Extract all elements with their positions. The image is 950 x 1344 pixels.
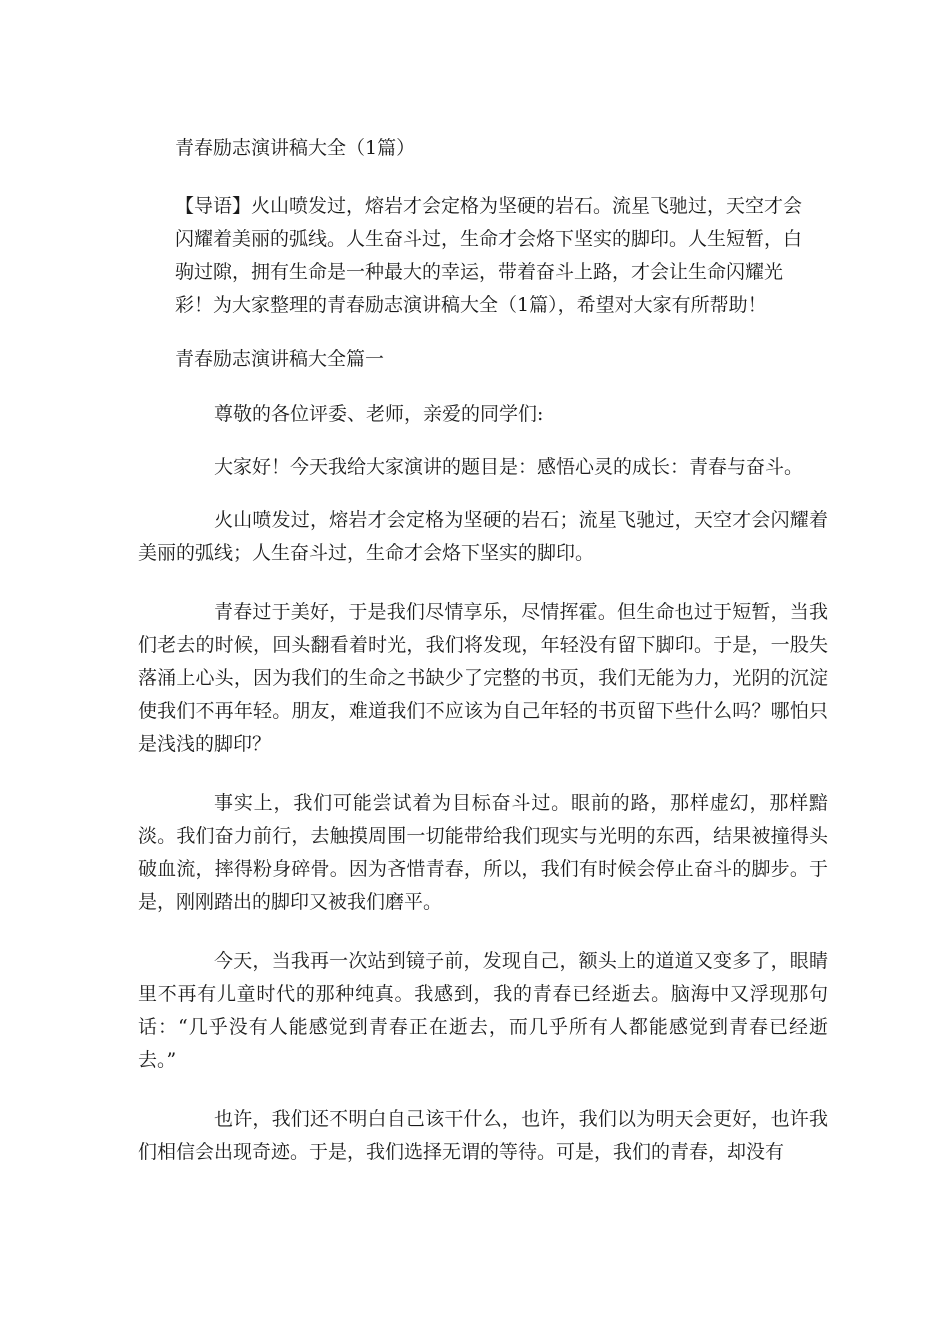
body-paragraph: 火山喷发过，熔岩才会定格为坚硬的岩石；流星飞驰过，天空才会闪耀着美丽的弧线；人生奋斗过，生命才会烙下坚实的脚印。 (138, 509, 828, 564)
document-title: 青春励志演讲稿大全（1篇） (175, 137, 416, 159)
body-paragraph: 事实上，我们可能尝试着为目标奋斗过。眼前的路，那样虚幻，那样黯淡。我们奋力前行，去触摸周围一切能带给我们现实与光明的东西，结果被撞得头破血流，摔得粉身碎骨。因为吝惜青春，所以，我们有时候会停止奋斗的脚步。于是，刚刚踏出的脚印又被我们磨平。 (138, 792, 828, 913)
salutation-paragraph: 尊敬的各位评委、老师，亲爱的同学们: (214, 403, 544, 425)
body-paragraph: 今天，当我再一次站到镜子前，发现自己，额头上的道道又变多了，眼睛里不再有儿童时代的那种纯真。我感到，我的青春已经逝去。脑海中又浮现那句话：“几乎没有人能感觉到青春正在逝去，而几乎所有人都能感觉到青春已经逝去。” (138, 950, 828, 1071)
body-paragraph: 青春过于美好，于是我们尽情享乐，尽情挥霍。但生命也过于短暂，当我们老去的时候，回头翻看着时光，我们将发现，年轻没有留下脚印。于是，一股失落涌上心头，因为我们的生命之书缺少了完整的书页，我们无能为力，光阴的沉淀使我们不再年轻。朋友，难道我们不应该为自己年轻的书页留下些什么吗？哪怕只是浅浅的脚印？ (138, 601, 828, 755)
section-title: 青春励志演讲稿大全篇一 (175, 348, 385, 370)
speech-body (138, 398, 828, 1195)
greeting-paragraph: 大家好！今天我给大家演讲的题目是：感悟心灵的成长：青春与奋斗。 (214, 456, 804, 478)
body-paragraph: 也许，我们还不明白自己该干什么，也许，我们以为明天会更好，也许我们相信会出现奇迹。于是，我们选择无谓的等待。可是，我们的青春，却没有 (138, 1108, 828, 1163)
intro-paragraph: 【导语】火山喷发过，熔岩才会定格为坚硬的岩石。流星飞驰过，天空才会闪耀着美丽的弧线。人生奋斗过，生命才会烙下坚实的脚印。人生短暂，白驹过隙，拥有生命是一种最大的幸运，带着奋斗上路，才会让生命闪耀光彩！为大家整理的青春励志演讲稿大全（1篇），希望对大家有所帮助！ (175, 195, 803, 316)
